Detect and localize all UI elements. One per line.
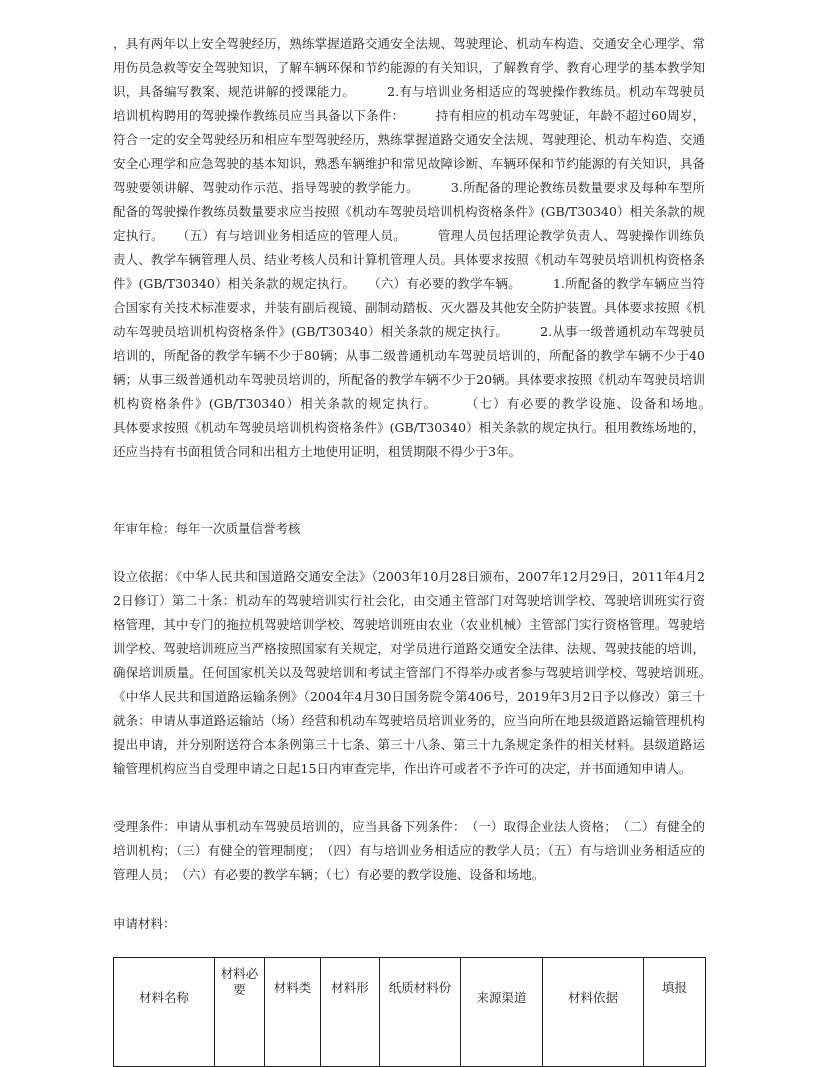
materials-table	[113, 957, 706, 1067]
header-paper-copies: 纸质材料份	[380, 958, 461, 1067]
table-header-row	[114, 958, 706, 1067]
header-material-basis: 材料依据	[543, 958, 644, 1067]
header-material-type: 材料类	[265, 958, 321, 1067]
header-material-name: 材料名称	[114, 958, 215, 1067]
paragraph-application-materials: 申请材料：	[113, 916, 176, 931]
paragraph-acceptance-conditions: 受理条件：申请从事机动车驾驶员培训的，应当具备下列条件： （一）取得企业法人资格； （二）有健全的培训机构；（三）有健全的管理制度； （四）有与培训业务相适应的教学人员；（五）有与培训业务相适应的管理人员； （六）有必要的教学车辆；（七）有必要的教学设施、设备和场地。	[113, 819, 705, 882]
header-material-form: 材料形	[321, 958, 380, 1067]
header-source-channel: 来源渠道	[461, 958, 543, 1067]
header-fill-in: 填报	[644, 958, 706, 1067]
paragraph-legal-basis: 设立依据：《中华人民共和国道路交通安全法》（2003年10月28日颁布，2007年12月29日，2011年4月22日修订）第二十条：机动车的驾驶培训实行社会化，由交通主管部门对驾驶培训学校、驾驶培训班实行资格管理，其中专门的拖拉机驾驶培训学校、驾驶培训班由农业（农业机械）主管部门实行资格管理。驾驶培训学校、驾驶培训班应当严格按照国家有关规定，对学员进行道路交通安全法律、法规、驾驶技能的培训，确保培训质量。任何国家机关以及驾驶培训和考试主管部门不得举办或者参与驾驶培训学校、驾驶培训班。 《中华人民共和国道路运输条例》（2004年4月30日国务院令第406号，2019年3月2日予以修改）第三十就条：申请从事道路运输站（场）经营和机动车驾驶培员培训业务的，应当向所在地县级道路运输管理机构提出申请，并分别附送符合本条例第三十七条、第三十八条、第三十九条规定条件的相关材料。县级道路运输管理机构应当自受理申请之日起15日内审查完毕，作出许可或者不予许可的决定，并书面通知申请人。	[113, 569, 718, 776]
paragraph-requirements: ，具有两年以上安全驾驶经历，熟练掌握道路交通安全法规、驾驶理论、机动车构造、交通安全心理学、常用伤员急救等安全驾驶知识，了解车辆环保和节约能源的有关知识，了解教育学、教育心理学的基本教学知识，具备编写教案、规范讲解的授课能力。 2.有与培训业务相适应的驾驶操作教练员。机动车驾驶员培训机构聘用的驾驶操作教练员应当具备以下条件： 持有相应的机动车驾驶证，年龄不超过60周岁，符合一定的安全驾驶经历和相应车型驾驶经历，熟练掌握道路交通安全法规、驾驶理论、机动车构造、交通安全心理学和应急驾驶的基本知识，熟悉车辆维护和常见故障诊断、车辆环保和节约能源的有关知识，具备驾驶要领讲解、驾驶动作示范、指导驾驶的教学能力。 3.所配备的理论教练员数量要求及每种车型所配备的驾驶操作教练员数量要求应当按照《机动车驾驶员培训机构资格条件》(GB/T30340）相关条款的规定执行。 （五）有与培训业务相适应的管理人员。 管理人员包括理论教学负责人、驾驶操作训练负责人、教学车辆管理人员、结业考核人员和计算机管理人员。具体要求按照《机动车驾驶员培训机构资格条件》(GB/T30340）相关条款的规定执行。 （六）有必要的教学车辆。 1.所配备的教学车辆应当符合国家有关技术标准要求，并装有副后视镜、副制动踏板、灭火器及其他安全防护装置。具体要求按照《机动车驾驶员培训机构资格条件》(GB/T30340）相关条款的规定执行。 2.从事一级普通机动车驾驶员培训的，所配备的教学车辆不少于80辆；从事二级普通机动车驾驶员培训的，所配备的教学车辆不少于40辆；从事三级普通机动车驾驶员培训的，所配备的教学车辆不少于20辆。具体要求按照《机动车驾驶员培训机构资格条件》(GB/T30340）相关条款的规定执行。 （七）有必要的教学设施、设备和场地。 具体要求按照《机动车驾驶员培训机构资格条件》(GB/T30340）相关条款的规定执行。租用教练场地的，还应当持有书面租赁合同和出租方土地使用证明，租赁期限不得少于3年。	[113, 36, 743, 459]
paragraph-annual-review: 年审年检：每年一次质量信誉考核	[113, 521, 301, 536]
header-material-required: 材料必要	[215, 958, 265, 1067]
